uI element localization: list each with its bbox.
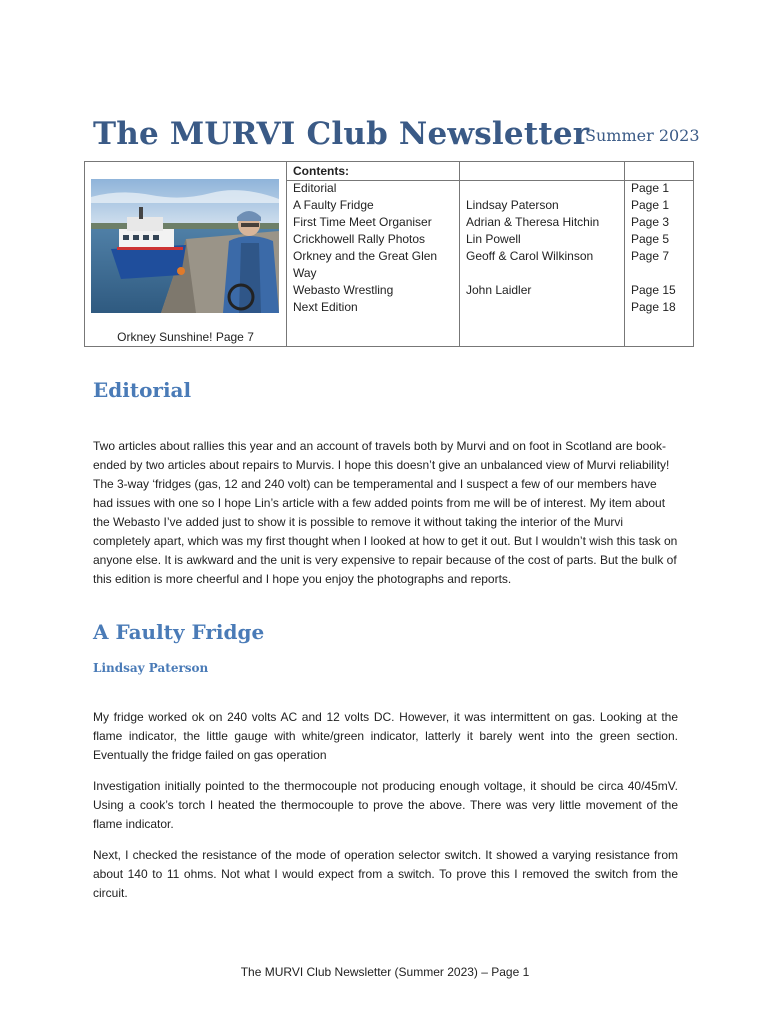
editorial-body: Two articles about rallies this year and an account of travels both by Murvi and on foot in Scotland are book-ended by two articles about repairs to Murvis. I hope this doesn’t give an unbalanced view of Murvi reliability! The 3-way ‘fridges (gas, 12 and 240 volt) can be temperamental and I suspect a few of our members have had issues with one so I hope Lin’s article with a few added points from me will be of interest. My item about the Webasto I’ve added just to show it is possible to remove it without taking the interior of the Murvi completely apart, which was my first thought when I looked at how to get it out. But I wouldn’t wish this task on anyone else. It is awkward and the unit is very expensive to repair because of the cost of parts. But the bulk of this edition is more cheerful and I hope you enjoy the photographs and reports.: [93, 439, 678, 586]
newsletter-title: The MURVI Club Newsletter: [93, 116, 590, 152]
toc-page: Page 3: [631, 215, 670, 229]
contents-authors: [466, 180, 621, 316]
toc-title[interactable]: Next Edition: [293, 300, 358, 314]
cover-photo: [91, 179, 279, 313]
toc-page: Page 15: [631, 283, 676, 297]
contents-divider-2: [624, 161, 625, 347]
contents-heading: [293, 163, 349, 180]
contents-pages: [631, 180, 691, 316]
toc-title[interactable]: A Faulty Fridge: [293, 198, 374, 212]
edition-label: Summer 2023: [585, 126, 700, 145]
contents-title: Contents:: [293, 164, 349, 178]
toc-page: Page 18: [631, 300, 676, 314]
toc-page: Page 7: [631, 249, 670, 263]
contents-divider-1: [459, 161, 460, 347]
fridge-author: Lindsay Paterson: [93, 661, 209, 675]
toc-page: Page 1: [631, 198, 670, 212]
fridge-paragraph-2: Investigation initially pointed to the thermocouple not producing enough voltage, it should be circa 40/45mV. Using a cook’s torch I heated the thermocouple to prove the above. There was very little movement of the flame indicator.: [93, 779, 678, 831]
toc-title[interactable]: First Time Meet Organiser: [293, 215, 432, 229]
editorial-heading: Editorial: [93, 378, 192, 402]
toc-author: Lindsay Paterson: [466, 198, 559, 212]
toc-author: [466, 299, 621, 316]
toc-title[interactable]: Webasto Wrestling: [293, 283, 394, 297]
toc-author: Adrian & Theresa Hitchin: [466, 215, 600, 229]
fridge-heading: A Faulty Fridge: [93, 620, 265, 644]
toc-title[interactable]: Editorial: [293, 181, 337, 195]
toc-author: [466, 180, 621, 197]
contents-titles: [293, 180, 453, 316]
toc-author: John Laidler: [466, 283, 532, 297]
toc-page: Page 1: [631, 181, 670, 195]
toc-author: Lin Powell: [466, 232, 521, 246]
toc-title[interactable]: Crickhowell Rally Photos: [293, 232, 426, 246]
cover-caption: Orkney Sunshine! Page 7: [117, 330, 254, 344]
page-footer: The MURVI Club Newsletter (Summer 2023) – Page 1: [240, 965, 530, 979]
fridge-paragraph-1: My fridge worked ok on 240 volts AC and 12 volts DC. However, it was intermittent on gas. Looking at the flame indicator, the little gauge with white/green indicator, latterly it barely went into the green section. Eventually the fridge failed on gas operation: [93, 710, 678, 762]
toc-author: Geoff & Carol Wilkinson: [466, 249, 594, 263]
fridge-paragraph-3: Next, I checked the resistance of the mode of operation selector switch. It showed a varying resistance from about 140 to 11 ohms. Not what I would expect from a switch. To prove this I removed the switch from the circuit.: [93, 848, 678, 900]
toc-page: Page 5: [631, 232, 670, 246]
toc-title[interactable]: Orkney and the Great Glen Way: [293, 249, 438, 280]
